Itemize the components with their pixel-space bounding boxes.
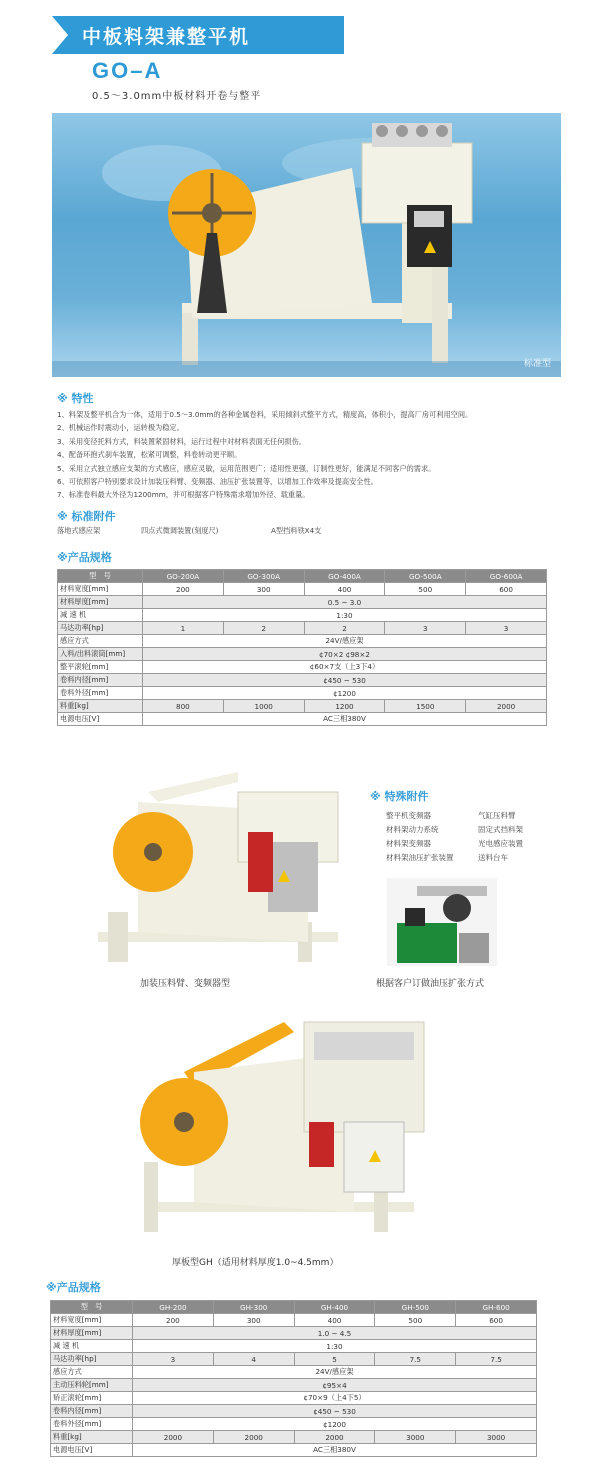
row-label: 材料厚度[mm] — [58, 596, 143, 609]
table-cell: ¢70×2 ¢98×2 — [143, 648, 547, 661]
row-label: 卷料内径[mm] — [58, 674, 143, 687]
special-accessories-list — [386, 810, 586, 866]
table-row — [58, 674, 547, 687]
table-row — [58, 622, 547, 635]
table-row — [51, 1444, 537, 1457]
table-cell: 1:30 — [143, 609, 547, 622]
model-name: GO–A — [92, 58, 163, 83]
photo-hydraulic-expansion — [387, 878, 497, 966]
header-cell: GO-200A — [143, 570, 224, 583]
table-cell: ¢95×4 — [133, 1379, 537, 1392]
features-title: ※ 特性 — [57, 392, 94, 405]
special-accessory-item: 整平机变频器 — [386, 811, 431, 820]
header-cell-model: 型 号 — [51, 1301, 133, 1314]
table-cell: 2 — [223, 622, 304, 635]
row-label: 电源电压[V] — [58, 713, 143, 726]
std-accessory-item: A型挡料铁X4支 — [271, 526, 322, 535]
special-accessories-title: ※ 特殊附件 — [370, 790, 429, 803]
table-row — [58, 687, 547, 700]
table-cell: 600 — [456, 1314, 537, 1327]
row-label: 卷料内径[mm] — [51, 1405, 133, 1418]
caption-photo3: 根据客户订做油压扩张方式 — [376, 979, 485, 989]
table-row — [58, 596, 547, 609]
std-accessory-item: 落地式感应架 — [57, 526, 101, 535]
table-cell: 2000 — [466, 700, 547, 713]
table-cell: 4 — [213, 1353, 294, 1366]
table-cell: 1.0 ~ 4.5 — [133, 1327, 537, 1340]
table-row — [51, 1431, 537, 1444]
table-row — [51, 1379, 537, 1392]
table-cell: ¢60×7支（上3下4） — [143, 661, 547, 674]
row-label: 感应方式 — [58, 635, 143, 648]
table-cell: 200 — [133, 1314, 214, 1327]
row-label: 减 速 机 — [51, 1340, 133, 1353]
header-cell: GH-500 — [375, 1301, 456, 1314]
special-accessory-item: 固定式挡料架 — [478, 825, 523, 834]
table-row — [51, 1314, 537, 1327]
feature-item: 7、标准卷料最大外径为1200mm，并可根据客户特殊需求增加外径、载重量。 — [57, 490, 310, 500]
table-cell: ¢450 ~ 530 — [133, 1405, 537, 1418]
table-cell: 24V/感应架 — [143, 635, 547, 648]
table-row — [58, 700, 547, 713]
row-label: 材料宽度[mm] — [51, 1314, 133, 1327]
table-header-row — [51, 1301, 537, 1314]
table-cell: 2000 — [133, 1431, 214, 1444]
spec2-title: ※产品规格 — [46, 1281, 101, 1294]
header-cell: GO-600A — [466, 570, 547, 583]
row-label: 卷料外径[mm] — [58, 687, 143, 700]
table-cell: 500 — [375, 1314, 456, 1327]
main-product-photo — [52, 113, 561, 377]
spec-table-go — [57, 569, 547, 726]
photo-heavy-plate-model — [134, 1012, 434, 1240]
row-label: 料重[kg] — [58, 700, 143, 713]
table-cell: 5 — [294, 1353, 375, 1366]
photo-badge: 标准型 — [523, 359, 551, 369]
table-cell: 400 — [294, 1314, 375, 1327]
table-cell: 1200 — [304, 700, 385, 713]
table-cell: 2000 — [213, 1431, 294, 1444]
special-accessory-item: 材料架动力系统 — [386, 825, 439, 834]
spec-table-gh — [50, 1300, 537, 1457]
header-cell: GH-200 — [133, 1301, 214, 1314]
table-row — [51, 1353, 537, 1366]
spec1-title: ※产品规格 — [57, 551, 112, 564]
table-row — [58, 583, 547, 596]
table-header-row — [58, 570, 547, 583]
table-cell: 1000 — [223, 700, 304, 713]
header-cell: GO-400A — [304, 570, 385, 583]
table-cell: 0.5 ~ 3.0 — [143, 596, 547, 609]
table-cell: 300 — [223, 583, 304, 596]
machine-illustration-4 — [134, 1012, 434, 1240]
table-cell: AC三相380V — [133, 1444, 537, 1457]
table-cell: ¢1200 — [133, 1418, 537, 1431]
row-label: 减 速 机 — [58, 609, 143, 622]
row-label: 材料宽度[mm] — [58, 583, 143, 596]
table-cell: 24V/感应架 — [133, 1366, 537, 1379]
caption-photo2: 加装压料臂、变频器型 — [140, 979, 231, 989]
table-row — [51, 1340, 537, 1353]
table-cell: 3 — [133, 1353, 214, 1366]
caption-photo4: 厚板型GH（适用材料厚度1.0~4.5mm） — [172, 1258, 339, 1268]
table-cell: 7.5 — [456, 1353, 537, 1366]
table-cell: 1500 — [385, 700, 466, 713]
table-row — [58, 661, 547, 674]
table-cell: ¢1200 — [143, 687, 547, 700]
table-row — [58, 648, 547, 661]
row-label: 料重[kg] — [51, 1431, 133, 1444]
table-row — [58, 713, 547, 726]
header-cell: GO-500A — [385, 570, 466, 583]
special-accessory-item: 材料架变频器 — [386, 839, 431, 848]
subtitle: 0.5～3.0mm中板材料开卷与整平 — [92, 91, 262, 102]
hydraulic-unit-illustration — [387, 878, 497, 966]
page-title: 中板料架兼整平机 — [82, 26, 251, 48]
feature-item: 6、可依照客户特别要求设计加装压料臂、变频器、油压扩张装置等，以增加工作效率及提高安全性。 — [57, 477, 378, 487]
special-accessory-item: 送料台车 — [478, 853, 508, 862]
table-row — [51, 1418, 537, 1431]
header-cell: GH-600 — [456, 1301, 537, 1314]
table-row — [51, 1327, 537, 1340]
table-cell: 500 — [385, 583, 466, 596]
features-list — [57, 408, 577, 502]
table-cell: 3 — [385, 622, 466, 635]
special-accessory-item: 材料架油压扩张装置 — [386, 853, 454, 862]
row-label: 马达功率[hp] — [58, 622, 143, 635]
special-accessory-item: 气缸压料臂 — [478, 811, 516, 820]
std-accessories-title: ※ 标准附件 — [57, 510, 116, 523]
table-cell: 2000 — [294, 1431, 375, 1444]
feature-item: 2、机械运作时震动小，运转极为稳定。 — [57, 423, 184, 433]
row-label: 入料/出料滚筒[mm] — [58, 648, 143, 661]
table-cell: 7.5 — [375, 1353, 456, 1366]
table-row — [58, 609, 547, 622]
row-label: 电源电压[V] — [51, 1444, 133, 1457]
row-label: 卷料外径[mm] — [51, 1418, 133, 1431]
table-cell: 1:30 — [133, 1340, 537, 1353]
table-cell: 400 — [304, 583, 385, 596]
photo-pressure-arm-model — [98, 772, 358, 972]
table-cell: 600 — [466, 583, 547, 596]
row-label: 马达功率[hp] — [51, 1353, 133, 1366]
std-accessory-item: 四点式微调装置(刻度尺) — [141, 526, 219, 535]
feature-item: 1、料架及整平机合为一体，适用于0.5～3.0mm的各种金属卷料，采用倾斜式整平方式，精度高，体积小，提高厂房可利用空间。 — [57, 410, 473, 419]
machine-illustration — [52, 113, 561, 377]
table-cell: 3000 — [375, 1431, 456, 1444]
row-label: 材料厚度[mm] — [51, 1327, 133, 1340]
feature-item: 3、采用变径托料方式，料装置紧固材料，运行过程中对材料表面无任何损伤。 — [57, 436, 306, 446]
row-label: 感应方式 — [51, 1366, 133, 1379]
header-cell: GO-300A — [223, 570, 304, 583]
table-cell: 200 — [143, 583, 224, 596]
table-cell: 300 — [213, 1314, 294, 1327]
table-cell: 3 — [466, 622, 547, 635]
header-cell: GH-300 — [213, 1301, 294, 1314]
special-accessory-item: 光电感应装置 — [478, 839, 523, 848]
table-row — [58, 635, 547, 648]
std-accessories-list — [57, 526, 557, 538]
table-row — [51, 1405, 537, 1418]
feature-item: 5、采用立式独立感应支架的方式感应，感应灵敏，运用范围更广；适用性更强，订制性更好，能满足不同客户的需求。 — [57, 463, 436, 473]
table-cell: 1 — [143, 622, 224, 635]
table-cell: ¢450 ~ 530 — [143, 674, 547, 687]
table-row — [51, 1366, 537, 1379]
table-cell: 2 — [304, 622, 385, 635]
table-cell: 3000 — [456, 1431, 537, 1444]
table-cell: ¢70×9（上4下5） — [133, 1392, 537, 1405]
header-cell-model: 型 号 — [58, 570, 143, 583]
table-row — [51, 1392, 537, 1405]
row-label: 矫正滚轮[mm] — [51, 1392, 133, 1405]
header-cell: GH-400 — [294, 1301, 375, 1314]
table-cell: 800 — [143, 700, 224, 713]
machine-illustration-2 — [98, 772, 358, 972]
row-label: 主动压料轮[mm] — [51, 1379, 133, 1392]
row-label: 整平滚轮[mm] — [58, 661, 143, 674]
table-cell: AC三相380V — [143, 713, 547, 726]
feature-item: 4、配备环抱式刹车装置，松紧可调整，料卷转动更平顺。 — [57, 450, 242, 460]
